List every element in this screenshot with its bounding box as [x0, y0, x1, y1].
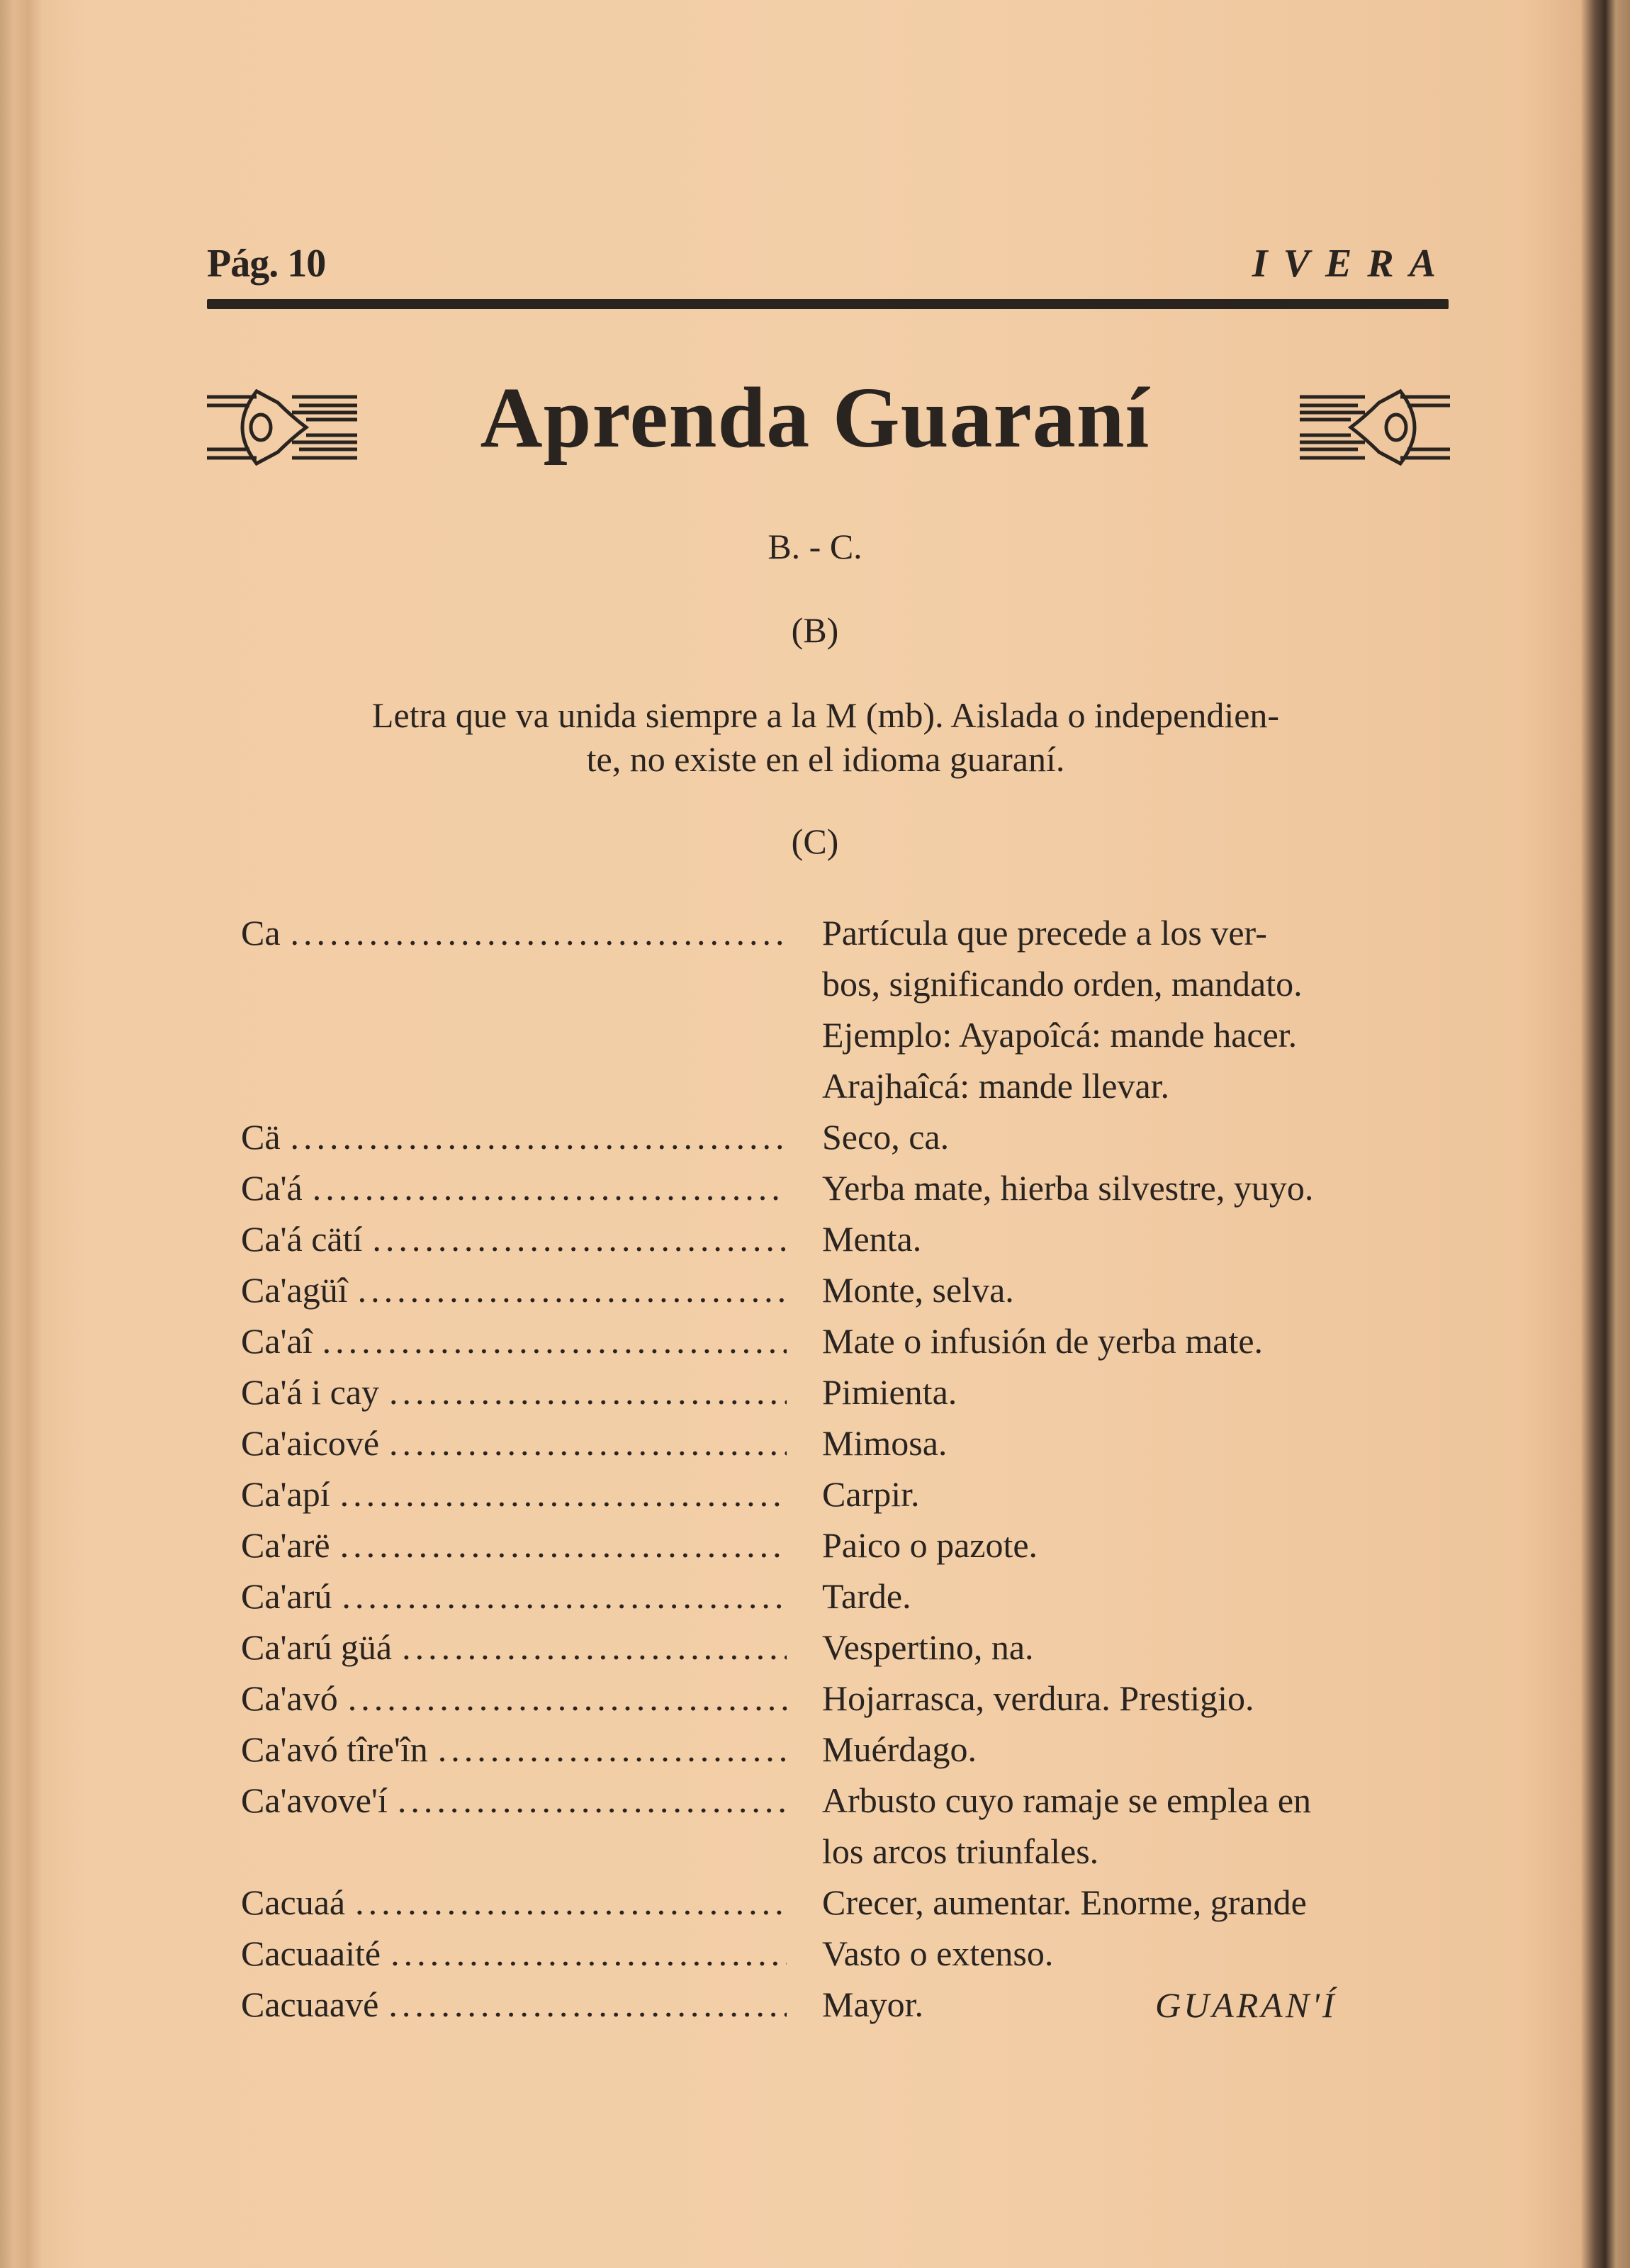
- entry-term-cell: [241, 1673, 801, 1724]
- entry-definition: [801, 1315, 1432, 1366]
- signature: GUARAN'Í: [1155, 1985, 1337, 2025]
- entry-definition: [801, 1366, 1432, 1418]
- entry-term: Cacuaá: [241, 1882, 346, 1922]
- entry-term: Ca'agüî: [241, 1270, 348, 1310]
- entry-term: Cä: [241, 1117, 281, 1157]
- letter-b-line: Letra que va unida siempre a la M (mb). Aislada o independien-: [371, 695, 1280, 735]
- dot-leader: [340, 1469, 787, 1520]
- definition-line: Menta.: [822, 1219, 922, 1259]
- definition-line: Mimosa.: [822, 1423, 948, 1463]
- section-range: B. - C.: [768, 527, 862, 566]
- entry-definition: [801, 1213, 1432, 1264]
- entry-term: Ca'arë: [241, 1525, 330, 1565]
- entry-term: Ca'avó: [241, 1678, 338, 1718]
- entry-term-cell: [241, 1928, 801, 1979]
- definition-line: Muérdago.: [822, 1729, 977, 1769]
- dot-leader: [390, 1928, 787, 1979]
- entry-definition: [801, 1469, 1432, 1520]
- glossary-entry: [241, 1775, 1446, 1877]
- entry-definition: [801, 907, 1432, 1111]
- entry-term-cell: [241, 1418, 801, 1469]
- glossary-entry: [241, 1877, 1446, 1928]
- definition-line: Partícula que precede a los ver-: [822, 913, 1267, 953]
- entry-definition: [801, 1162, 1432, 1213]
- definition-line: Mayor.: [822, 1984, 924, 2024]
- glossary-entry: [241, 1520, 1446, 1571]
- entry-term-cell: [241, 1979, 801, 2030]
- entry-term-cell: [241, 1469, 801, 1520]
- dot-leader: [342, 1571, 787, 1622]
- glossary-entry: [241, 1162, 1446, 1213]
- entry-term: Ca'á i cay: [241, 1372, 380, 1412]
- entry-term: Ca'arú: [241, 1576, 332, 1616]
- entry-definition: [801, 1418, 1432, 1469]
- definition-line: Pimienta.: [822, 1372, 957, 1412]
- glossary-entry: [241, 1571, 1446, 1622]
- entry-term-cell: [241, 1571, 801, 1622]
- glossary-entry: [241, 1724, 1446, 1775]
- page-title: Aprenda Guaraní: [480, 370, 1150, 466]
- definition-line: Ejemplo: Ayapoîcá: mande hacer.: [822, 1015, 1298, 1055]
- entry-term: Cacuaaité: [241, 1933, 381, 1973]
- glossary-entry: [241, 1673, 1446, 1724]
- dot-leader: [388, 1979, 787, 2030]
- definition-line: Arajhaîcá: mande llevar.: [822, 1066, 1170, 1106]
- definition-line: Monte, selva.: [822, 1270, 1014, 1310]
- glossary-entry: [241, 1469, 1446, 1520]
- entry-term-cell: [241, 1213, 801, 1264]
- dot-leader: [398, 1775, 787, 1877]
- definition-line: Mate o infusión de yerba mate.: [822, 1321, 1264, 1361]
- glossary-entry: [241, 1264, 1446, 1315]
- letter-b-text: [227, 693, 1424, 781]
- glossary-entry: [241, 1315, 1446, 1366]
- dot-leader: [291, 907, 787, 1111]
- entry-term: Ca'aî: [241, 1321, 313, 1361]
- entry-term-cell: [241, 1264, 801, 1315]
- definition-line: Vasto o extenso.: [822, 1933, 1054, 1973]
- dot-leader: [389, 1418, 787, 1469]
- definition-line: Arbusto cuyo ramaje se emplea en: [822, 1780, 1312, 1820]
- entry-term: Ca'á: [241, 1168, 303, 1208]
- dot-leader: [389, 1366, 787, 1418]
- entry-definition: [801, 1775, 1432, 1877]
- glossary-entry: [241, 1928, 1446, 1979]
- entry-definition: [801, 1928, 1432, 1979]
- entry-term-cell: [241, 1622, 801, 1673]
- entry-term: Ca'apí: [241, 1474, 330, 1514]
- letter-b-line: te, no existe en el idioma guaraní.: [586, 739, 1065, 779]
- entry-term-cell: [241, 1724, 801, 1775]
- definition-line: bos, significando orden, mandato.: [822, 964, 1303, 1004]
- glossary-entry: [241, 1622, 1446, 1673]
- entry-term: Ca'aicové: [241, 1423, 380, 1463]
- header-rule: [207, 299, 1449, 309]
- dot-leader: [340, 1520, 787, 1571]
- definition-line: Tarde.: [822, 1576, 911, 1616]
- entry-term: Ca'á cätí: [241, 1219, 363, 1259]
- entry-definition: [801, 1571, 1432, 1622]
- entry-definition: [801, 1111, 1432, 1162]
- dot-leader: [355, 1877, 787, 1928]
- entry-definition: [801, 1673, 1432, 1724]
- entry-term: Ca'avó tîre'în: [241, 1729, 428, 1769]
- definition-line: Yerba mate, hierba silvestre, yuyo.: [822, 1168, 1314, 1208]
- definition-line: Paico o pazote.: [822, 1525, 1038, 1565]
- dot-leader: [322, 1315, 787, 1366]
- entry-term-cell: [241, 1111, 801, 1162]
- glossary-entry: [241, 1213, 1446, 1264]
- publication-name: IVERA: [1252, 242, 1451, 286]
- definition-line: Vespertino, na.: [822, 1627, 1034, 1667]
- definition-line: Seco, ca.: [822, 1117, 950, 1157]
- entry-term: Cacuaavé: [241, 1984, 379, 2024]
- dot-leader: [372, 1213, 787, 1264]
- entry-term-cell: [241, 907, 801, 1111]
- entry-definition: [801, 1264, 1432, 1315]
- dot-leader: [313, 1162, 787, 1213]
- entry-term-cell: [241, 1520, 801, 1571]
- entry-definition: [801, 1520, 1432, 1571]
- entry-term-cell: [241, 1162, 801, 1213]
- entry-definition: [801, 1724, 1432, 1775]
- entry-term-cell: [241, 1366, 801, 1418]
- letter-c-heading: (C): [791, 821, 839, 861]
- letter-b-heading: (B): [791, 610, 839, 650]
- entry-term-cell: [241, 1877, 801, 1928]
- glossary-entry: [241, 1366, 1446, 1418]
- dot-leader: [291, 1111, 787, 1162]
- glossary-list: [241, 907, 1446, 2030]
- entry-term: Ca'arú güá: [241, 1627, 393, 1667]
- entry-term-cell: [241, 1315, 801, 1366]
- glossary-entry: [241, 907, 1446, 1111]
- entry-definition: [801, 1622, 1432, 1673]
- ornament-right-icon: [1300, 388, 1450, 466]
- entry-definition: [801, 1877, 1432, 1928]
- dot-leader: [348, 1673, 787, 1724]
- dot-leader: [402, 1622, 787, 1673]
- glossary-entry: [241, 1418, 1446, 1469]
- glossary-entry: [241, 1111, 1446, 1162]
- entry-term: Ca: [241, 913, 281, 953]
- page-number: Pág. 10: [207, 242, 326, 286]
- definition-line: Crecer, aumentar. Enorme, grande: [822, 1882, 1307, 1922]
- definition-line: los arcos triunfales.: [822, 1831, 1099, 1871]
- entry-term-cell: [241, 1775, 801, 1877]
- dot-leader: [438, 1724, 787, 1775]
- entry-term: Ca'avove'í: [241, 1780, 388, 1820]
- definition-line: Hojarrasca, verdura. Prestigio.: [822, 1678, 1254, 1718]
- dot-leader: [358, 1264, 787, 1315]
- definition-line: Carpir.: [822, 1474, 920, 1514]
